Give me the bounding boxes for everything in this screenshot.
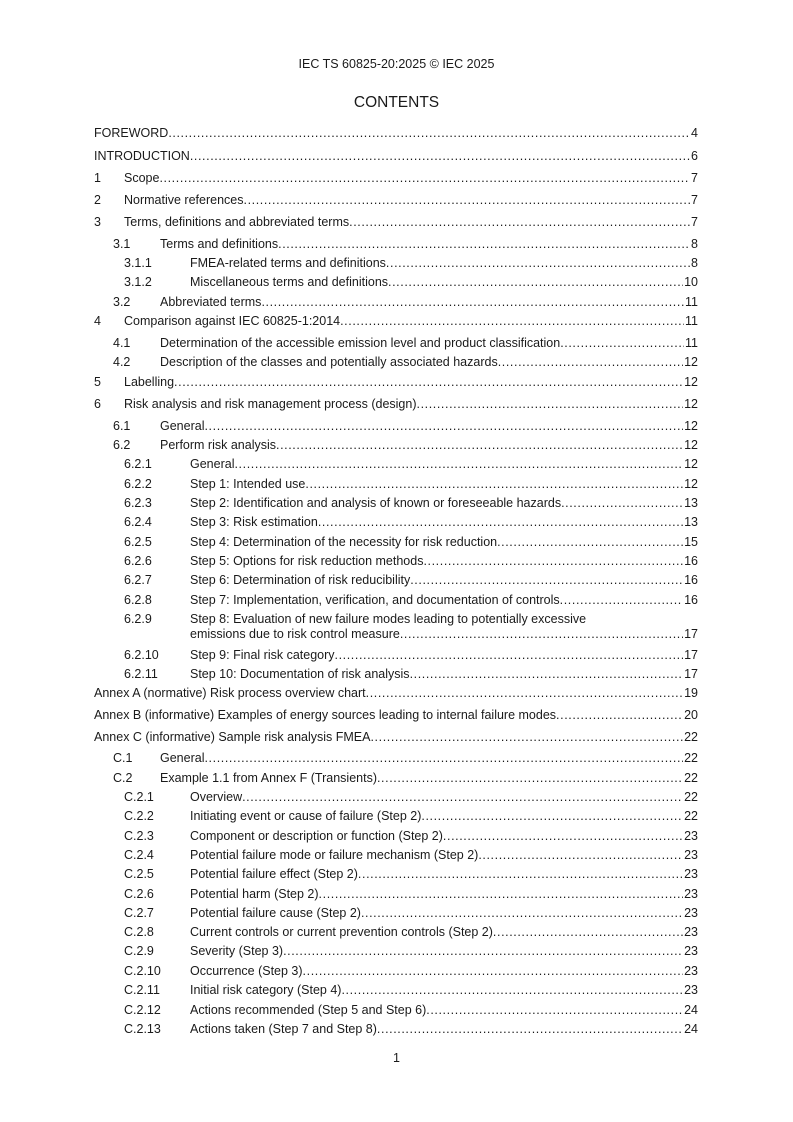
dot-leader: [340, 314, 684, 329]
toc-entry-title: Potential failure cause (Step 2): [190, 906, 361, 920]
toc-entry-title: Step 9: Final risk category: [190, 648, 335, 662]
toc-entry-page: 17: [684, 648, 698, 662]
toc-entry-page: 23: [684, 867, 698, 881]
dot-leader: [561, 496, 683, 511]
toc-entry-number: 6.2.3: [124, 496, 152, 510]
dot-leader: [560, 593, 683, 608]
dot-leader: [377, 1022, 683, 1037]
toc-entry-title: Initiating event or cause of failure (Step 2): [190, 809, 422, 823]
dot-leader: [319, 887, 684, 902]
dot-leader: [377, 771, 683, 786]
dot-leader: [410, 573, 683, 588]
dot-leader: [423, 554, 683, 569]
toc-entry[interactable]: [0, 612, 793, 644]
toc-entry-number: 6.2.6: [124, 554, 152, 568]
toc-entry-page: 8: [691, 237, 698, 251]
toc-entry-title: Overview: [190, 790, 243, 804]
page-header: IEC TS 60825-20:2025 © IEC 2025: [298, 57, 495, 71]
toc-entry-number: 3.1.2: [124, 275, 152, 289]
toc-entry-number: C.2.11: [124, 983, 160, 997]
toc-entry-title: Annex C (informative) Sample risk analysis FMEA: [94, 730, 371, 744]
toc-entry-page: 11: [685, 336, 698, 350]
toc-entry-title: Component or description or function (Step 2): [190, 829, 443, 843]
toc-entry-title: Normative references: [124, 193, 244, 207]
toc-entry-number: 3.1.1: [124, 256, 152, 270]
toc-entry-title: Description of the classes and potentially associated hazards: [160, 355, 498, 369]
toc-entry-title: Terms and definitions: [160, 237, 279, 251]
toc-entry-number: 4.2: [113, 355, 131, 369]
toc-entry-number: C.2.2: [124, 809, 154, 823]
toc-entry-title: Miscellaneous terms and definitions: [190, 275, 389, 289]
toc-entry-number: C.2.4: [124, 848, 154, 862]
toc-entry-title: Step 7: Implementation, verification, and documentation of controls: [190, 593, 560, 607]
toc-entry-title: Example 1.1 from Annex F (Transients): [160, 771, 377, 785]
toc-entry-page: 12: [684, 397, 698, 411]
toc-entry-page: 19: [684, 686, 698, 700]
toc-entry-title: Potential failure mode or failure mechanism (Step 2): [190, 848, 479, 862]
toc-entry-page: 16: [684, 554, 698, 568]
dot-leader: [242, 790, 683, 805]
toc-entry-number: 6.2.10: [124, 648, 159, 662]
page-title: CONTENTS: [353, 94, 440, 111]
dot-leader: [335, 648, 684, 663]
toc-entry-page: 22: [684, 790, 698, 804]
toc-entry-number: 3.2: [113, 295, 131, 309]
dot-leader: [498, 355, 683, 370]
dot-leader: [497, 535, 683, 550]
toc-entry-number: 6.2.2: [124, 477, 152, 491]
toc-entry-title: Annex B (informative) Examples of energy sources leading to internal failure modes: [94, 708, 557, 722]
dot-leader: [386, 256, 690, 271]
toc-entry-number: 4: [94, 314, 101, 328]
toc-entry-page: 17: [684, 627, 698, 641]
dot-leader: [168, 126, 690, 141]
toc-entry-page: 13: [684, 515, 698, 529]
toc-entry-number: C.2.3: [124, 829, 154, 843]
dot-leader: [303, 964, 684, 979]
page-number: 1: [393, 1051, 400, 1065]
toc-entry-title: Step 3: Risk estimation: [190, 515, 318, 529]
toc-entry-title: Step 5: Options for risk reduction methods: [190, 554, 424, 568]
dot-leader: [276, 438, 683, 453]
toc-entry-page: 12: [684, 419, 698, 433]
toc-entry-page: 23: [684, 906, 698, 920]
toc-entry-page: 23: [684, 983, 698, 997]
toc-entry-number: C.2.9: [124, 944, 154, 958]
dot-leader: [261, 295, 684, 310]
toc-entry-page: 22: [684, 730, 698, 744]
toc-entry-page: 8: [691, 256, 698, 270]
toc-entry-page: 23: [684, 925, 698, 939]
toc-entry-page: 24: [684, 1003, 698, 1017]
toc-entry-number: C.2.5: [124, 867, 154, 881]
dot-leader: [560, 336, 684, 351]
toc-entry-page: 12: [684, 375, 698, 389]
dot-leader: [421, 809, 683, 824]
dot-leader: [349, 215, 690, 230]
toc-entry-title: Current controls or current prevention controls (Step 2): [190, 925, 493, 939]
toc-entry-title: Abbreviated terms: [160, 295, 262, 309]
dot-leader: [204, 419, 683, 434]
dot-leader: [190, 149, 690, 164]
toc-entry-number: C.1: [113, 751, 133, 765]
toc-entry-page: 20: [684, 708, 698, 722]
toc-entry-number: 6.2.9: [124, 612, 152, 626]
toc-entry-page: 23: [684, 829, 698, 843]
toc-entry-page: 13: [684, 496, 698, 510]
toc-entry-page: 4: [691, 126, 698, 140]
toc-entry-title: Actions taken (Step 7 and Step 8): [190, 1022, 377, 1036]
toc-entry-title: Scope: [124, 171, 160, 185]
toc-entry-number: 6.1: [113, 419, 131, 433]
dot-leader: [318, 515, 683, 530]
toc-entry-number: 1: [94, 171, 101, 185]
dot-leader: [234, 457, 683, 472]
toc-entry-number: 3.1: [113, 237, 131, 251]
dot-leader: [341, 983, 683, 998]
toc-entry-title: General: [190, 457, 235, 471]
toc-entry-page: 22: [684, 771, 698, 785]
toc-entry-title: Annex A (normative) Risk process overview chart: [94, 686, 366, 700]
dot-leader: [305, 477, 683, 492]
dot-leader: [204, 751, 683, 766]
toc-entry-title-continued: emissions due to risk control measure: [190, 627, 400, 641]
toc-entry-page: 10: [684, 275, 698, 289]
toc-entry-title: Step 8: Evaluation of new failure modes leading to potentially excessive: [190, 612, 587, 626]
dot-leader: [159, 171, 690, 186]
toc-entry-page: 7: [691, 171, 698, 185]
toc-entry-number: C.2.10: [124, 964, 161, 978]
toc-entry-number: 2: [94, 193, 101, 207]
toc-entry-page: 22: [684, 751, 698, 765]
toc-entry-page: 7: [691, 215, 698, 229]
toc-entry-page: 7: [691, 193, 698, 207]
toc-entry-title: Actions recommended (Step 5 and Step 6): [190, 1003, 427, 1017]
toc-entry-title: FOREWORD: [94, 126, 169, 140]
toc-entry-title: Step 10: Documentation of risk analysis: [190, 667, 410, 681]
toc-entry-page: 23: [684, 944, 698, 958]
toc-entry-page: 16: [684, 593, 698, 607]
toc-entry-page: 23: [684, 887, 698, 901]
toc-entry-page: 6: [691, 149, 698, 163]
dot-leader: [556, 708, 683, 723]
dot-leader: [410, 667, 684, 682]
toc-entry-number: 6.2.11: [124, 667, 158, 681]
toc-entry-page: 12: [684, 355, 698, 369]
toc-entry-title: Potential harm (Step 2): [190, 887, 319, 901]
toc-entry-title: FMEA-related terms and definitions: [190, 256, 386, 270]
dot-leader: [493, 925, 683, 940]
toc-entry-number: C.2.8: [124, 925, 154, 939]
dot-leader: [366, 686, 683, 701]
toc-entry-title: General: [160, 751, 205, 765]
toc-entry-page: 15: [684, 535, 698, 549]
toc-entry-title: Step 1: Intended use: [190, 477, 306, 491]
dot-leader: [426, 1003, 683, 1018]
dot-leader: [361, 906, 683, 921]
toc-entry-page: 24: [684, 1022, 698, 1036]
toc-entry-page: 16: [684, 573, 698, 587]
dot-leader: [244, 193, 691, 208]
dot-leader: [370, 730, 683, 745]
toc-entry-title: Occurrence (Step 3): [190, 964, 303, 978]
toc-entry-page: 23: [684, 964, 698, 978]
toc-entry-page: 12: [684, 457, 698, 471]
toc-entry-number: C.2.13: [124, 1022, 161, 1036]
toc-entry-number: 6.2: [113, 438, 131, 452]
toc-entry-page: 12: [684, 477, 698, 491]
toc-entry-number: 6.2.5: [124, 535, 152, 549]
toc-entry-number: 6.2.4: [124, 515, 152, 529]
toc-entry-number: 6.2.8: [124, 593, 152, 607]
dot-leader: [174, 375, 683, 390]
toc-entry-number: C.2.7: [124, 906, 154, 920]
dot-leader: [478, 848, 683, 863]
toc-entry-number: C.2: [113, 771, 133, 785]
toc-entry-number: 5: [94, 375, 101, 389]
toc-entry-number: 6.2.1: [124, 457, 152, 471]
toc-entry-title: Severity (Step 3): [190, 944, 284, 958]
toc-entry-number: 6: [94, 397, 101, 411]
toc-entry-page: 17: [684, 667, 698, 681]
toc-entry-title: Labelling: [124, 375, 175, 389]
dot-leader: [443, 829, 683, 844]
toc-entry-title: Perform risk analysis: [160, 438, 276, 452]
toc-entry-title: Step 2: Identification and analysis of known or foreseeable hazards: [190, 496, 562, 510]
dot-leader: [417, 397, 684, 412]
toc-entry-title: Step 6: Determination of risk reducibility: [190, 573, 411, 587]
toc-entry-number: C.2.1: [124, 790, 154, 804]
dot-leader: [278, 237, 690, 252]
toc-entry-title: Potential failure effect (Step 2): [190, 867, 358, 881]
toc-entry-title: Comparison against IEC 60825-1:2014: [124, 314, 341, 328]
toc-entry-number: C.2.12: [124, 1003, 161, 1017]
toc-entry-number: C.2.6: [124, 887, 154, 901]
dot-leader: [388, 275, 683, 290]
toc-entry-title: INTRODUCTION: [94, 149, 190, 163]
toc-entry-title: Risk analysis and risk management process (design): [124, 397, 417, 411]
toc-entry-page: 23: [684, 848, 698, 862]
dot-leader: [400, 627, 683, 642]
toc-entry-number: 6.2.7: [124, 573, 152, 587]
toc-entry-title: Terms, definitions and abbreviated terms: [124, 215, 350, 229]
dot-leader: [283, 944, 683, 959]
toc-entry-page: 12: [684, 438, 698, 452]
toc-entry-title: Determination of the accessible emission level and product classification: [160, 336, 561, 350]
toc-entry-page: 22: [684, 809, 698, 823]
toc-entry-title: Initial risk category (Step 4): [190, 983, 342, 997]
dot-leader: [358, 867, 683, 882]
toc-entry-page: 11: [685, 295, 698, 309]
toc-entry-number: 4.1: [113, 336, 131, 350]
toc-entry-title: General: [160, 419, 205, 433]
toc-entry-title: Step 4: Determination of the necessity for risk reduction: [190, 535, 498, 549]
toc-entry-page: 11: [685, 314, 698, 328]
toc-entry-number: 3: [94, 215, 101, 229]
